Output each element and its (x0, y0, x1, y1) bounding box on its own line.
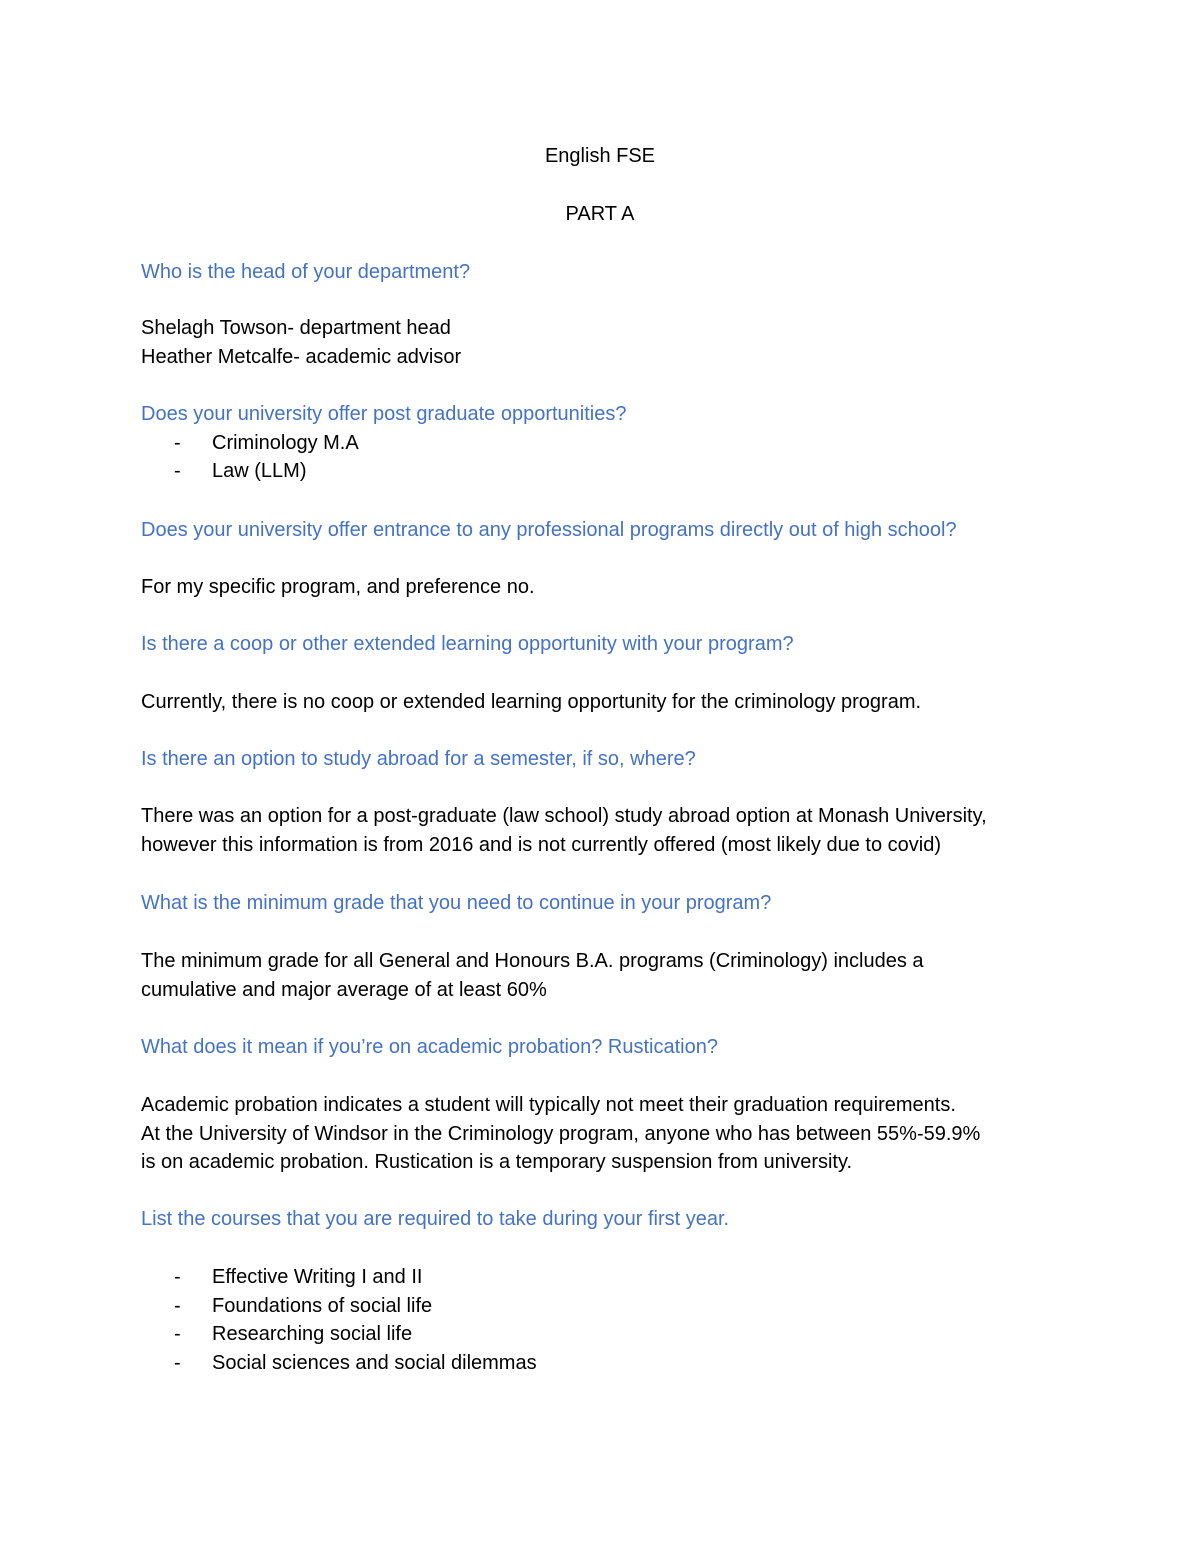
answer-line: is on academic probation. Rustication is a temporary suspension from university. (141, 1151, 853, 1174)
section-department-head (141, 258, 1101, 287)
list-marker: - (174, 1294, 181, 1317)
list-item: - Criminology M.A (141, 429, 1101, 458)
list-item: - Law (LLM) (141, 457, 1101, 486)
list-item: - Researching social life (141, 1320, 1101, 1349)
question-heading: Is there an option to study abroad for a semester, if so, where? (141, 748, 696, 770)
question-heading: What is the minimum grade that you need to continue in your program? (141, 892, 772, 914)
answer-first-year-courses (141, 1263, 1101, 1377)
document-title: English FSE (544, 145, 656, 167)
section-postgraduate (141, 400, 1101, 486)
list-item: - Effective Writing I and II (141, 1263, 1101, 1292)
answer-line: There was an option for a post-graduate (law school) study abroad option at Monash University, (141, 805, 987, 827)
list-marker: - (174, 1351, 181, 1374)
list-marker: - (174, 460, 181, 483)
question-heading: What does it mean if you’re on academic probation? Rustication? (141, 1036, 718, 1058)
postgraduate-list (141, 429, 1101, 486)
courses-list (141, 1263, 1101, 1377)
part-heading: PART A (565, 203, 635, 225)
section-coop (141, 630, 1101, 659)
question-heading: Is there a coop or other extended learning opportunity with your program? (141, 633, 794, 655)
answer-coop (141, 688, 1101, 717)
answer-line: cumulative and major average of at least 60% (141, 978, 547, 1001)
answer-line: Currently, there is no coop or extended learning opportunity for the criminology program. (141, 691, 922, 713)
answer-study-abroad (141, 802, 1101, 859)
answer-department-head (141, 314, 1101, 371)
answer-line: For my specific program, and preference no. (141, 576, 535, 598)
answer-academic-probation (141, 1091, 1101, 1177)
list-marker: - (174, 1323, 181, 1346)
section-minimum-grade (141, 889, 1101, 918)
list-item: - Foundations of social life (141, 1292, 1101, 1321)
section-study-abroad (141, 745, 1101, 774)
list-marker: - (174, 431, 181, 454)
answer-minimum-grade (141, 947, 1101, 1004)
list-item: - Social sciences and social dilemmas (141, 1349, 1101, 1378)
question-heading: Does your university offer post graduate opportunities? (141, 403, 627, 425)
answer-line: Academic probation indicates a student will typically not meet their graduation requirements. (141, 1094, 956, 1116)
answer-line: Shelagh Towson- department head (141, 317, 451, 339)
answer-line: however this information is from 2016 and is not currently offered (most likely due to covid) (141, 833, 941, 856)
question-heading: List the courses that you are required to take during your first year. (141, 1208, 730, 1230)
question-heading: Does your university offer entrance to any professional programs directly out of high school? (141, 519, 957, 541)
list-marker: - (174, 1266, 181, 1288)
answer-line: The minimum grade for all General and Honours B.A. programs (Criminology) includes a (141, 950, 924, 972)
answer-line: Heather Metcalfe- academic advisor (141, 345, 462, 368)
section-academic-probation (141, 1033, 1101, 1062)
answer-professional-programs (141, 573, 1101, 602)
section-first-year-courses (141, 1205, 1101, 1234)
section-professional-programs (141, 516, 1101, 545)
answer-line: At the University of Windsor in the Criminology program, anyone who has between 55%-59.9% (141, 1122, 981, 1145)
question-heading: Who is the head of your department? (141, 261, 471, 283)
